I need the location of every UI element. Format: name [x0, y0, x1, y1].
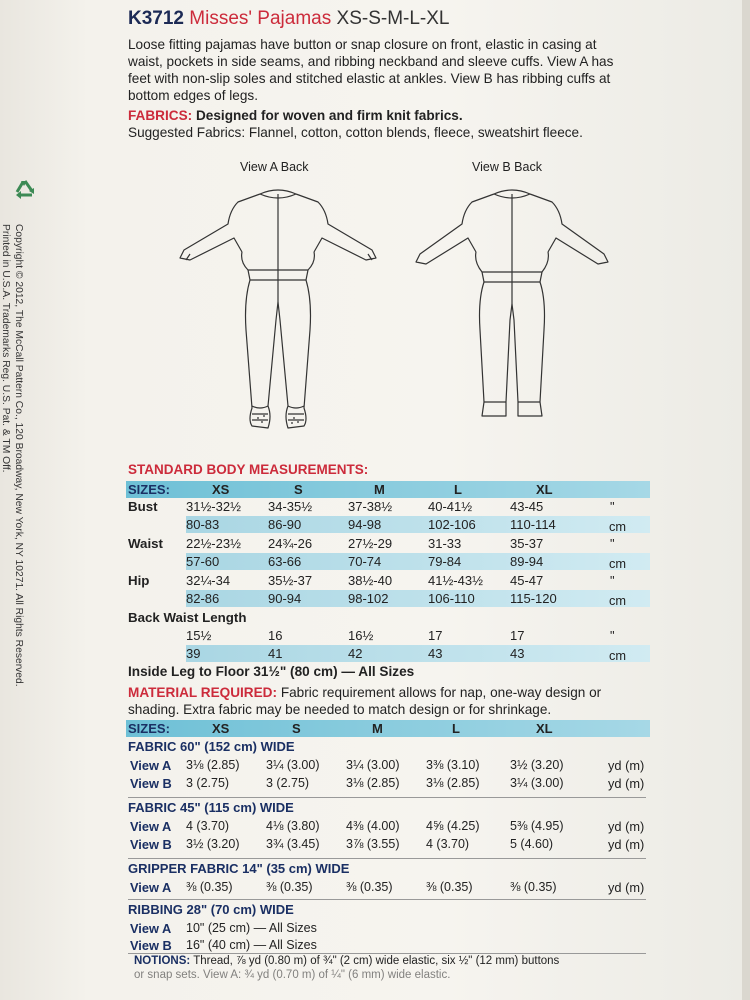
section-divider [128, 858, 646, 859]
notions-label: NOTIONS: [134, 955, 191, 967]
pattern-name: Misses' Pajamas [189, 8, 332, 29]
fabrics-text: Designed for woven and firm knit fabrics. [195, 108, 463, 123]
measurement-value: 115-120 [510, 591, 557, 606]
yardage-value: 3⅛ (2.85) [186, 758, 240, 772]
yardage-value: 3 (2.75) [266, 776, 310, 790]
material-size-xl: XL [536, 721, 553, 736]
material-label: MATERIAL REQUIRED: [128, 685, 278, 700]
measurement-value: 86-90 [268, 517, 302, 532]
measurement-value: 31-33 [428, 536, 462, 551]
cm-row-band [186, 590, 650, 607]
yardage-value: 4 (3.70) [426, 837, 470, 851]
notions [134, 955, 559, 967]
measurement-value: 37-38½ [348, 499, 393, 514]
yardage-value: 3 (2.75) [186, 776, 230, 790]
ribbing-amount: 10" (25 cm) — All Sizes [186, 921, 317, 935]
unit-label: " [610, 573, 615, 588]
yardage-value: 4⅜ (4.00) [346, 819, 400, 833]
measurement-value: 27½-29 [348, 536, 393, 551]
pattern-sizes: XS-S-M-L-XL [336, 8, 450, 29]
section-divider [128, 899, 646, 900]
unit-label: " [610, 536, 615, 551]
yardage-value: 4 (3.70) [186, 819, 230, 833]
yardage-value: 5 (4.60) [510, 837, 554, 851]
yardage-value: ⅜ (0.35) [346, 880, 393, 894]
measurement-value: 39 [186, 646, 201, 661]
description-line: waist, pockets in side seams, and ribbing neckband and sleeve cuffs. View A has [128, 54, 614, 69]
yardage-unit: yd (m) [608, 837, 645, 852]
yardage-unit: yd (m) [608, 880, 645, 895]
measurement-value: 43-45 [510, 499, 544, 514]
view-a-label: View A Back [240, 160, 309, 174]
ribbing-amount: 16" (40 cm) — All Sizes [186, 938, 317, 952]
cm-row-band [186, 645, 650, 662]
view-label: View A [130, 819, 172, 834]
description [128, 36, 656, 104]
measurement-value: 31½-32½ [186, 499, 241, 514]
measurement-label: Hip [128, 573, 150, 588]
view-label: View B [130, 837, 172, 852]
yardage-value: 3¼ (3.00) [346, 758, 400, 772]
yardage-value: 3⅛ (2.85) [346, 776, 400, 790]
measurement-value: 34-35½ [268, 499, 313, 514]
yardage-value: 3⅛ (2.85) [426, 776, 480, 790]
yardage-unit: yd (m) [608, 776, 645, 791]
printed-line: Printed in U.S.A. Trademarks Reg. U.S. Pat. & TM Off. [0, 224, 12, 473]
material-required [128, 684, 652, 718]
view-a-drawing [178, 180, 378, 442]
measurement-value: 35½-37 [268, 573, 313, 588]
measurement-value: 15½ [186, 628, 212, 643]
measurement-value: 70-74 [348, 554, 382, 569]
sizes-label: SIZES: [128, 482, 170, 497]
material-sizes-bar [126, 720, 650, 737]
size-l: L [454, 482, 462, 497]
pattern-code: K3712 [128, 8, 184, 29]
measurement-value: 80-83 [186, 517, 220, 532]
measurement-value: 41 [268, 646, 283, 661]
yardage-value: 3⅜ (3.10) [426, 758, 480, 772]
yardage-value: 3½ (3.20) [186, 837, 240, 851]
yardage-value: ⅜ (0.35) [510, 880, 557, 894]
unit-label: cm [609, 593, 627, 608]
unit-label: cm [609, 648, 627, 663]
measurement-value: 45-47 [510, 573, 544, 588]
measurement-value: 57-60 [186, 554, 220, 569]
fabrics [128, 107, 656, 141]
size-m: M [374, 482, 385, 497]
measurement-value: 17 [428, 628, 443, 643]
yardage-value: 4⅝ (4.25) [426, 819, 480, 833]
yardage-value: 3⅞ (3.55) [346, 837, 400, 851]
measurement-value: 41½-43½ [428, 573, 483, 588]
fabric-section-title: FABRIC 60" (152 cm) WIDE [128, 739, 295, 754]
copyright-line: Copyright © 2012, The McCall Pattern Co., 120 Broadway, New York, NY 10271. All Rights Reserved. [13, 224, 24, 687]
measurement-value: 79-84 [428, 554, 462, 569]
size-s: S [294, 482, 303, 497]
section-divider [128, 797, 646, 798]
yardage-value: 3¾ (3.45) [266, 837, 320, 851]
measurement-value: 106-110 [428, 591, 475, 606]
yardage-value: ⅜ (0.35) [266, 880, 313, 894]
measurement-value: 102-106 [428, 517, 476, 532]
material-sizes-label: SIZES: [128, 721, 170, 736]
unit-label: cm [609, 556, 627, 571]
material-size-l: L [452, 721, 460, 736]
pattern-title [128, 8, 656, 30]
measurement-value: 43 [510, 646, 525, 661]
yardage-value: ⅜ (0.35) [426, 880, 473, 894]
cm-row-band [186, 516, 650, 533]
yardage-value: 5⅜ (4.95) [510, 819, 564, 833]
ribbing-section-title: RIBBING 28" (70 cm) WIDE [128, 902, 294, 917]
view-label: View A [130, 758, 172, 773]
measurements-sizes-bar [126, 481, 650, 498]
measurement-label: Back Waist Length [128, 610, 247, 625]
fabric-section-title: GRIPPER FABRIC 14" (35 cm) WIDE [128, 861, 350, 876]
size-xs: XS [212, 482, 230, 497]
yardage-value: 3¼ (3.00) [266, 758, 320, 772]
measurement-label: Bust [128, 499, 158, 514]
yardage-value: 3¼ (3.00) [510, 776, 564, 790]
measurement-value: 42 [348, 646, 363, 661]
size-xl: XL [536, 482, 553, 497]
notions-line-2: or snap sets. View A: ¾ yd (0.70 m) of ¼" (6 mm) wide elastic. [134, 969, 451, 981]
measurement-value: 94-98 [348, 517, 382, 532]
notions-text: Thread, ⅞ yd (0.80 m) of ¾" (2 cm) wide elastic, six ½" (12 mm) buttons [193, 955, 560, 967]
measurement-value: 89-94 [510, 554, 544, 569]
measurement-value: 16½ [348, 628, 374, 643]
view-b-label: View B Back [472, 160, 542, 174]
description-line: bottom edges of legs. [128, 88, 258, 103]
measurement-value: 63-66 [268, 554, 302, 569]
yardage-unit: yd (m) [608, 819, 645, 834]
fabrics-label: FABRICS: [128, 108, 193, 123]
measurement-value: 16 [268, 628, 283, 643]
view-b-drawing [412, 180, 612, 442]
view-label: View A [130, 921, 172, 936]
yardage-unit: yd (m) [608, 758, 645, 773]
measurement-value: 110-114 [510, 517, 556, 532]
unit-label: cm [609, 519, 627, 534]
measurement-value: 35-37 [510, 536, 544, 551]
unit-label: " [610, 499, 615, 514]
material-size-m: M [372, 721, 383, 736]
material-size-s: S [292, 721, 301, 736]
measurement-value: 90-94 [268, 591, 302, 606]
measurement-value: 32¼-34 [186, 573, 231, 588]
view-label: View B [130, 776, 172, 791]
measurement-value: 22½-23½ [186, 536, 241, 551]
inseam-measurement: Inside Leg to Floor 31½" (80 cm) — All Sizes [128, 664, 415, 679]
measurement-value: 40-41½ [428, 499, 473, 514]
yardage-value: 3½ (3.20) [510, 758, 564, 772]
measurement-value: 38½-40 [348, 573, 393, 588]
measurement-label: Waist [128, 536, 163, 551]
measurement-value: 43 [428, 646, 443, 661]
yardage-value: ⅜ (0.35) [186, 880, 233, 894]
material-size-xs: XS [212, 721, 230, 736]
view-label: View A [130, 880, 172, 895]
measurement-value: 98-102 [348, 591, 389, 606]
yardage-value: 4⅛ (3.80) [266, 819, 320, 833]
description-line: feet with non-slip soles and stitched elastic at ankles. View B has ribbing cuffs at [128, 71, 611, 86]
measurement-value: 24¾-26 [268, 536, 313, 551]
fabric-section-title: FABRIC 45" (115 cm) WIDE [128, 800, 294, 815]
material-text: Fabric requirement allows for nap, one-way design or shading. Extra fabric may be needed to match design or for shrinkage. [128, 685, 602, 717]
unit-label: " [610, 628, 615, 643]
measurement-value: 82-86 [186, 591, 220, 606]
body-measurements-title: STANDARD BODY MEASUREMENTS: [128, 462, 369, 477]
measurement-value: 17 [510, 628, 525, 643]
cm-row-band [186, 553, 650, 570]
description-line: Loose fitting pajamas have button or snap closure on front, elastic in casing at [128, 37, 597, 52]
view-label: View B [130, 938, 172, 953]
section-divider [128, 953, 646, 954]
suggested-fabrics: Suggested Fabrics: Flannel, cotton, cotton blends, fleece, sweatshirt fleece. [128, 125, 583, 140]
